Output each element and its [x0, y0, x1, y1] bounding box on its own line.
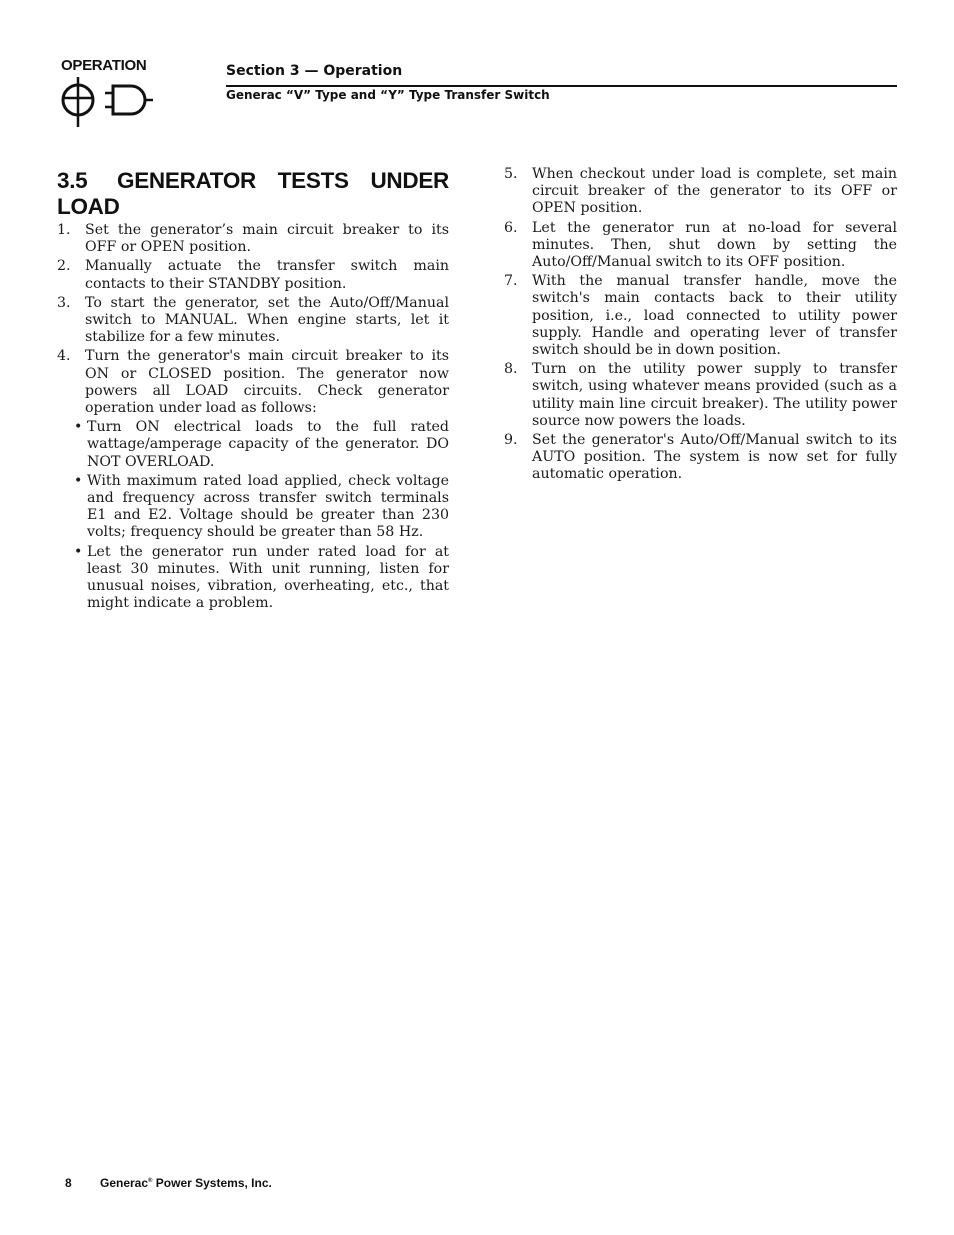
step-item [504, 361, 897, 430]
plug-socket-icon [61, 73, 157, 129]
step-number: 3. [57, 294, 71, 311]
steps-list-left [57, 222, 449, 612]
step-item [57, 295, 449, 347]
step-text: With the manual transfer handle, move the switch's main contacts back to their utility position, i.e., load connected to utility power supply. Handle and operating lever of transfer switch should be in down position. [532, 273, 897, 359]
section-number: 3.5 [57, 168, 88, 193]
header-section: Section 3 — Operation [226, 63, 403, 79]
step-text: Let the generator run at no-load for several minutes. Then, shut down by setting the Auto/Off/Manual switch to its OFF position. [532, 219, 897, 271]
bullet-item: • Let the generator run under rated load for at least 30 minutes. With unit running, listen for unusual noises, vibration, overheating, etc., that might indicate a problem. [72, 544, 449, 613]
step-text: Turn on the utility power supply to transfer switch, using whatever means provided (such as a utility main line circuit breaker). The utility power source now powers the loads. [532, 361, 897, 429]
company-name-rest: Power Systems, Inc. [152, 1176, 272, 1190]
left-column [57, 168, 449, 614]
step-item [504, 432, 897, 484]
step-text: Turn the generator's main circuit breaker to its ON or CLOSED position. The generator now powers all LOAD circuits. Check generator operation under load as follows: [85, 348, 449, 417]
step-number: 8. [504, 361, 518, 378]
operation-label: OPERATION [61, 57, 147, 74]
step-item [504, 166, 897, 218]
registered-mark: ® [148, 1178, 153, 1184]
step-number: 7. [504, 273, 518, 290]
page-number: 8 [65, 1176, 72, 1190]
step-text: Set the generator’s main circuit breaker to its OFF or OPEN position. [85, 222, 449, 256]
header-subtitle: Generac “V” Type and “Y” Type Transfer Switch [226, 88, 550, 102]
step-number: 2. [57, 258, 71, 275]
right-column [504, 166, 897, 486]
step-number: 4. [57, 348, 71, 365]
step-number: 5. [504, 166, 518, 182]
company-name: Generac [100, 1176, 149, 1190]
step-text: To start the generator, set the Auto/Off/Manual switch to MANUAL. When engine starts, let it stabilize for a few minutes. [85, 294, 449, 346]
step-text: When checkout under load is complete, set main circuit breaker of the generator to its OFF or OPEN position. [532, 166, 897, 217]
step-item [57, 258, 449, 292]
step-item [504, 220, 897, 272]
operation-logo [61, 57, 161, 129]
step-number: 6. [504, 219, 518, 236]
bullet-item: • With maximum rated load applied, check voltage and frequency across transfer switch terminals E1 and E2. Voltage should be greater than 230 volts; frequency should be greater than 58 Hz. [72, 473, 449, 542]
section-heading [57, 168, 449, 220]
step-number: 9. [504, 432, 518, 449]
check-bullets [72, 419, 449, 612]
section-title: GENERATOR TESTS UNDER LOAD [57, 168, 449, 219]
steps-list-right [504, 166, 897, 484]
page-footer [65, 1176, 272, 1190]
step-number: 1. [57, 222, 71, 238]
step-item [57, 348, 449, 612]
step-item [504, 273, 897, 359]
step-item [57, 222, 449, 256]
header-divider [226, 85, 897, 87]
step-text: Manually actuate the transfer switch main contacts to their STANDBY position. [85, 258, 449, 292]
bullet-item: • Turn ON electrical loads to the full rated wattage/amperage capacity of the generator. DO NOT OVERLOAD. [72, 419, 449, 471]
step-text: Set the generator's Auto/Off/Manual switch to its AUTO position. The system is now set for fully automatic operation. [532, 432, 897, 483]
